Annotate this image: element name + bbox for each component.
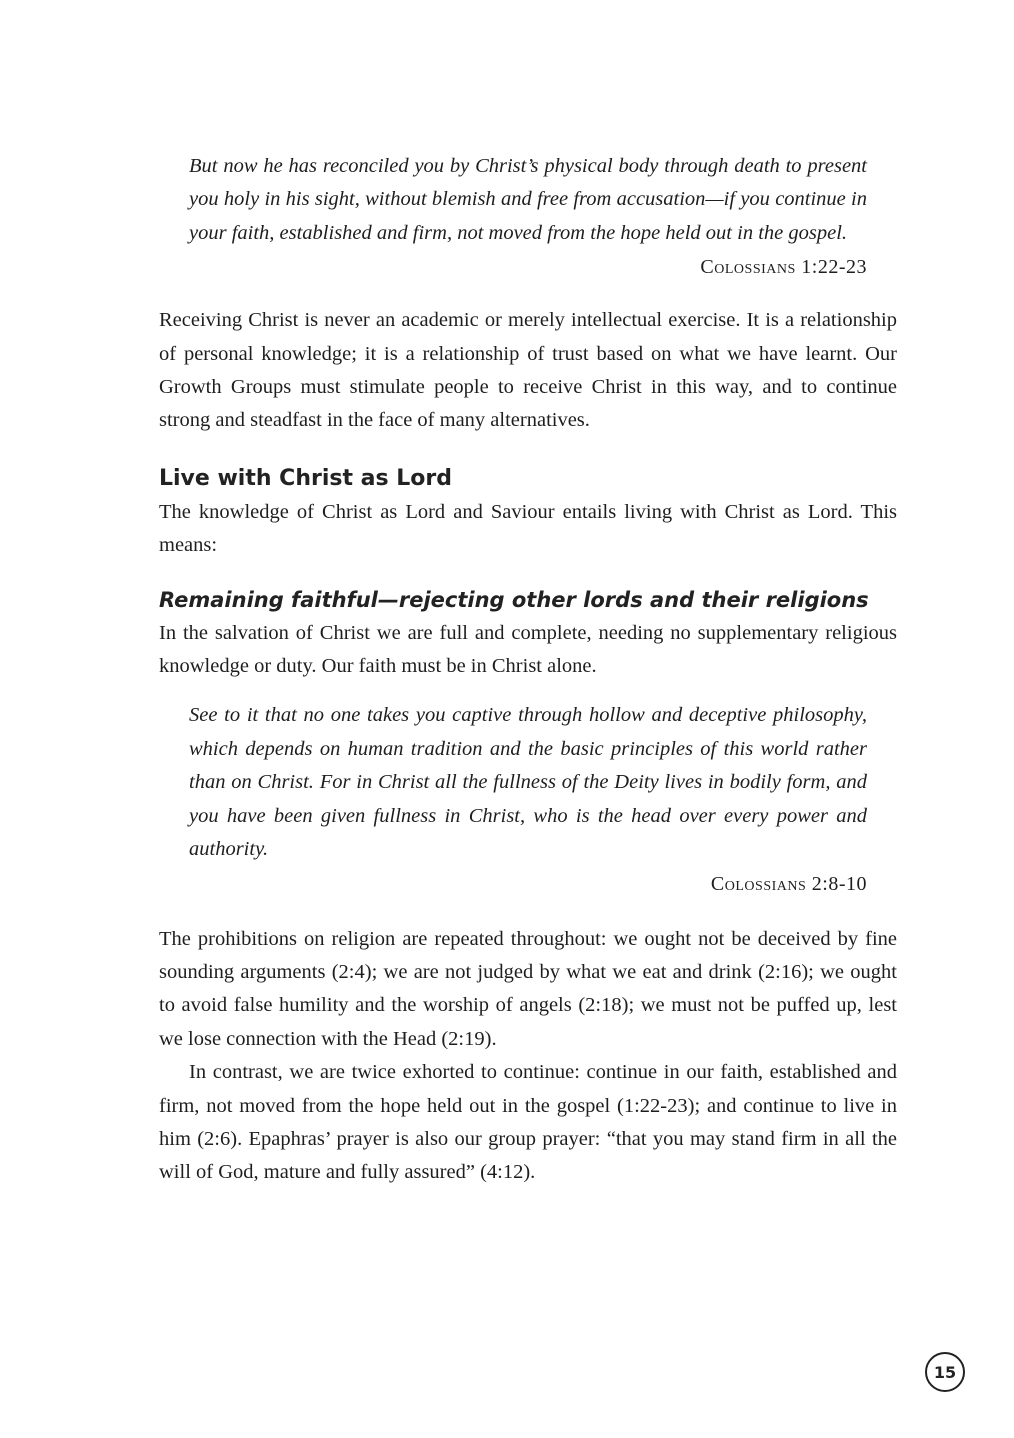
paragraph-knowledge-of-christ: The knowledge of Christ as Lord and Saviour entails living with Christ as Lord. This means: <box>159 500 897 557</box>
quote-text: But now he has reconciled you by Christ’s physical body through death to present you holy in his sight, without blemish and free from accusation—if you continue in your faith, established and firm, not moved from the hope held out in the gospel. <box>189 155 867 244</box>
quote-reference: Colossians 1:22-23 <box>700 256 867 279</box>
page-content <box>159 150 897 1190</box>
scripture-quote-colossians-1 <box>159 150 897 282</box>
page-number: 15 <box>933 1362 957 1382</box>
scripture-quote-colossians-2 <box>159 699 897 898</box>
paragraph-in-contrast: In contrast, we are twice exhorted to continue: continue in our faith, established and firm, not moved from the hope held out in the gospel (1:22-23); and continue to live in him (2:6). Epaphras’ prayer is also our group prayer: “that you may stand firm in all the will of God, mature and fully assured” (4:12). <box>159 1061 897 1184</box>
quote-reference: Colossians 2:8-10 <box>710 872 867 895</box>
page-number-badge <box>925 1352 965 1392</box>
section-heading: Live with Christ as Lord <box>159 465 452 491</box>
subsection-heading: Remaining faithful—rejecting other lords and their religions <box>159 587 869 612</box>
paragraph-salvation: In the salvation of Christ we are full and complete, needing no supplementary religious knowledge or duty. Our faith must be in Christ alone. <box>159 621 897 678</box>
paragraph-prohibitions: The prohibitions on religion are repeated throughout: we ought not be deceived by fine sounding arguments (2:4); we are not judged by what we eat and drink (2:16); we ought to avoid false humility and the worship of angels (2:18); we must not be puffed up, lest we lose connection with the Head (2:19). <box>159 927 897 1050</box>
paragraph-receiving-christ: Receiving Christ is never an academic or merely intellectual exercise. It is a relationship of personal knowledge; it is a relationship of trust based on what we have learnt. Our Growth Groups must stimulate people to receive Christ in this way, and to continue strong and steadfast in the face of many alternatives. <box>159 309 897 432</box>
quote-text: See to it that no one takes you captive through hollow and deceptive philosophy, which depends on human tradition and the basic principles of this world rather than on Christ. For in Christ all the fullness of the Deity lives in bodily form, and you have been given fullness in Christ, who is the head over every power and authority. <box>189 704 867 861</box>
